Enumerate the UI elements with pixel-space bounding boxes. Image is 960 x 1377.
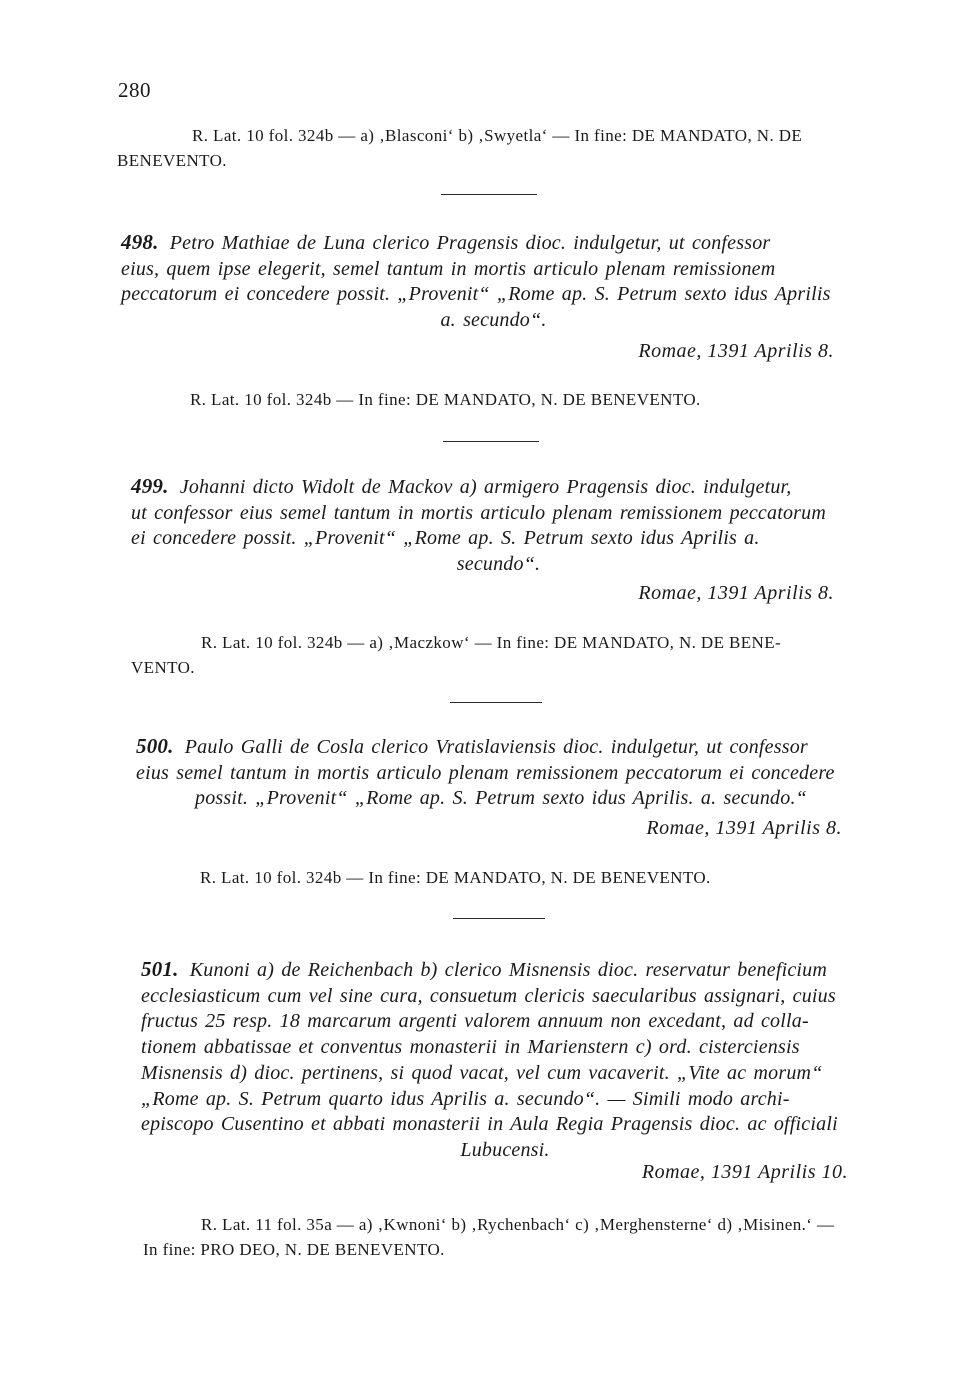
footnote-501 <box>143 1212 873 1262</box>
entry-text-line: ut confessor eius semel tantum in mortis articulo plenam remissionem peccatorum <box>131 501 826 524</box>
entry-text-line: eius semel tantum in mortis articulo plenam remissionem peccatorum ei concedere <box>136 761 835 784</box>
footnote-line: R. Lat. 10 fol. 324b — a) ‚Maczkow‘ — In fine: DE MANDATO, N. DE BENE- <box>201 633 782 652</box>
entry-number: 500. <box>136 734 174 758</box>
entry-text-line: Petro Mathiae de Luna clerico Pragensis dioc. indulgetur, ut confessor <box>169 232 771 254</box>
footnote-line: R. Lat. 11 fol. 35a — a) ‚Kwnoni‘ b) ‚Rychenbach‘ c) ‚Merghensterne‘ d) ‚Misinen.‘ — <box>201 1215 835 1234</box>
entry-number: 501. <box>141 957 179 981</box>
regest-entry-499 <box>131 474 866 578</box>
entry-text-line: tionem abbatissae et conventus monasterii in Marienstern c) ord. cisterciensis <box>141 1036 800 1059</box>
section-divider <box>443 441 539 442</box>
section-divider <box>450 702 542 703</box>
entry-text-line: a. secundo“. <box>440 309 547 332</box>
footnote-line: R. Lat. 10 fol. 324b — a) ‚Blasconi‘ b) ‚Swyetla‘ — In fine: DE MANDATO, N. DE <box>192 126 803 145</box>
entry-number: 499. <box>131 474 169 498</box>
regest-entry-498 <box>121 230 866 334</box>
entry-text-line: „Rome ap. S. Petrum quarto idus Aprilis a. secundo“. — Simili modo archi- <box>141 1087 790 1110</box>
dateline-498: Romae, 1391 Aprilis 8. <box>638 340 834 362</box>
dateline-501: Romae, 1391 Aprilis 10. <box>641 1161 848 1183</box>
entry-text-line: Paulo Galli de Cosla clerico Vratislaviensis dioc. indulgetur, ut confessor <box>184 736 808 758</box>
page-number: 280 <box>118 78 151 102</box>
entry-text-line: episcopo Cusentino et abbati monasterii in Aula Regia Pragensis dioc. ac officiali <box>141 1113 838 1136</box>
dateline-500: Romae, 1391 Aprilis 8. <box>646 817 842 839</box>
footnote-498 <box>190 387 850 412</box>
regest-entry-500 <box>136 734 866 812</box>
entry-text-line: possit. „Provenit“ „Rome ap. S. Petrum sexto idus Aprilis. a. secundo.“ <box>195 787 807 810</box>
footnote-line: In fine: PRO DEO, N. DE BENEVENTO. <box>143 1240 445 1259</box>
footnote-line: BENEVENTO. <box>117 151 227 170</box>
footnote-line: R. Lat. 10 fol. 324b — In fine: DE MANDATO, N. DE BENEVENTO. <box>190 390 701 409</box>
section-divider <box>441 194 537 195</box>
footnote-500 <box>200 865 860 890</box>
footnote-line: R. Lat. 10 fol. 324b — In fine: DE MANDATO, N. DE BENEVENTO. <box>200 868 711 887</box>
regest-entry-501 <box>141 957 869 1164</box>
entry-text-line: ei concedere possit. „Provenit“ „Rome ap. S. Petrum sexto idus Aprilis a. <box>131 527 760 550</box>
entry-text-line: ecclesiasticum cum vel sine cura, consuetum clericis saecularibus assignari, cuius <box>141 984 836 1007</box>
entry-text-line: eius, quem ipse elegerit, semel tantum in mortis articulo plenam remissionem <box>121 257 776 280</box>
entry-text-line: fructus 25 resp. 18 marcarum argenti valorem annuum non excedant, ad colla- <box>141 1010 809 1033</box>
entry-text-line: Johanni dicto Widolt de Mackov a) armigero Pragensis dioc. indulgetur, <box>179 476 792 498</box>
footnote-line: VENTO. <box>131 658 195 677</box>
entry-number: 498. <box>121 230 159 254</box>
top-footnote <box>117 123 857 173</box>
section-divider <box>453 918 545 919</box>
footnote-499 <box>131 630 871 680</box>
dateline-499: Romae, 1391 Aprilis 8. <box>638 582 834 604</box>
entry-text-line: Misnensis d) dioc. pertinens, si quod vacat, vel cum vacaverit. „Vite ac morum“ <box>141 1061 823 1084</box>
entry-text-line: secundo“. <box>456 553 541 576</box>
entry-text-line: peccatorum ei concedere possit. „Provenit“ „Rome ap. S. Petrum sexto idus Aprilis <box>121 283 831 306</box>
entry-text-line: Lubucensi. <box>460 1138 550 1161</box>
entry-text-line: Kunoni a) de Reichenbach b) clerico Misnensis dioc. reservatur beneficium <box>189 959 828 981</box>
